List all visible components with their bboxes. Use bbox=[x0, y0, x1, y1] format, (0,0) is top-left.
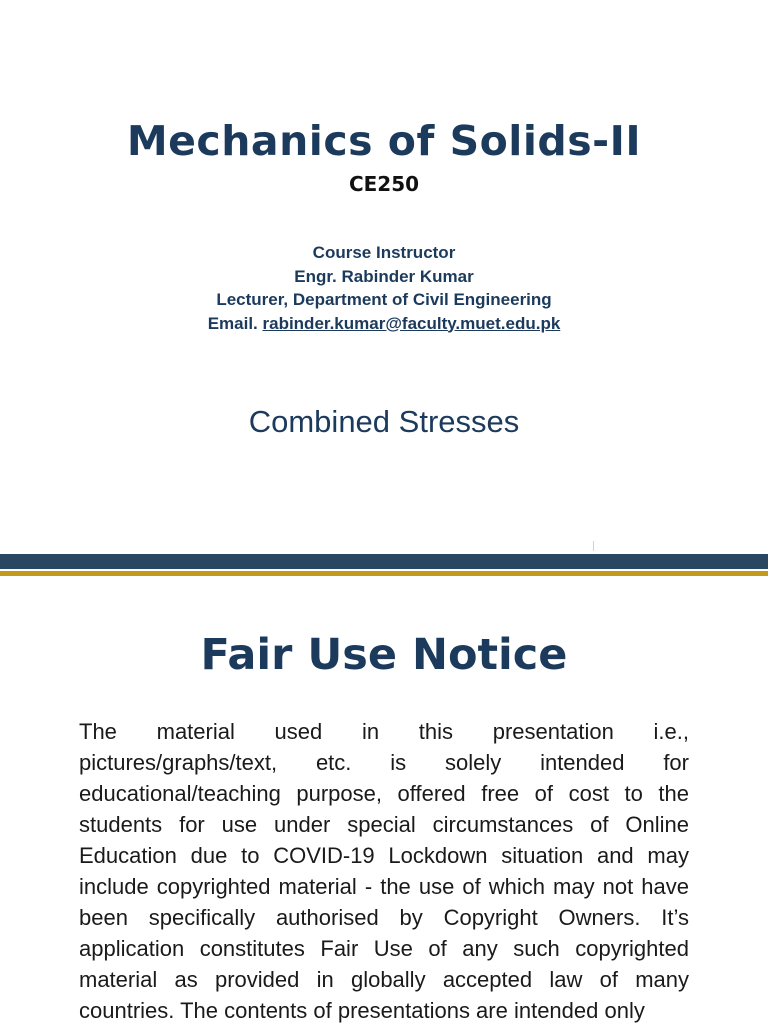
instructor-position: Lecturer, Department of Civil Engineering bbox=[216, 290, 552, 309]
email-prefix: Email. bbox=[207, 313, 263, 333]
instructor-email-line bbox=[0, 312, 768, 336]
instructor-block bbox=[0, 241, 768, 335]
email-link[interactable]: rabinder.kumar@faculty.muet.edu.pk bbox=[262, 313, 561, 333]
course-title: Mechanics of Solids-II bbox=[126, 117, 642, 165]
instructor-name: Engr. Rabinder Kumar bbox=[294, 266, 474, 286]
divider-gold-band bbox=[0, 571, 768, 576]
fair-use-body: The material used in this presentation i.e., pictures/graphs/text, etc. is solely intended for educational/teaching purpose, offered free of cost to the students for use under special circumstances of Online Education due to COVID-19 Lockdown situation and may include copyrighted material - the use of which may not have been specifically authorised by Copyright Owners. It’s application constitutes Fair Use of any such copyrighted material as provided in globally accepted law of many countries. The contents of presentations are intended only bbox=[79, 719, 689, 1023]
course-code: CE250 bbox=[348, 172, 420, 196]
slide-edge-mark bbox=[593, 541, 594, 551]
fair-use-title: Fair Use Notice bbox=[200, 630, 568, 680]
divider-navy-band bbox=[0, 554, 768, 569]
lecture-subtitle: Combined Stresses bbox=[248, 404, 520, 439]
instructor-label: Course Instructor bbox=[312, 243, 456, 262]
